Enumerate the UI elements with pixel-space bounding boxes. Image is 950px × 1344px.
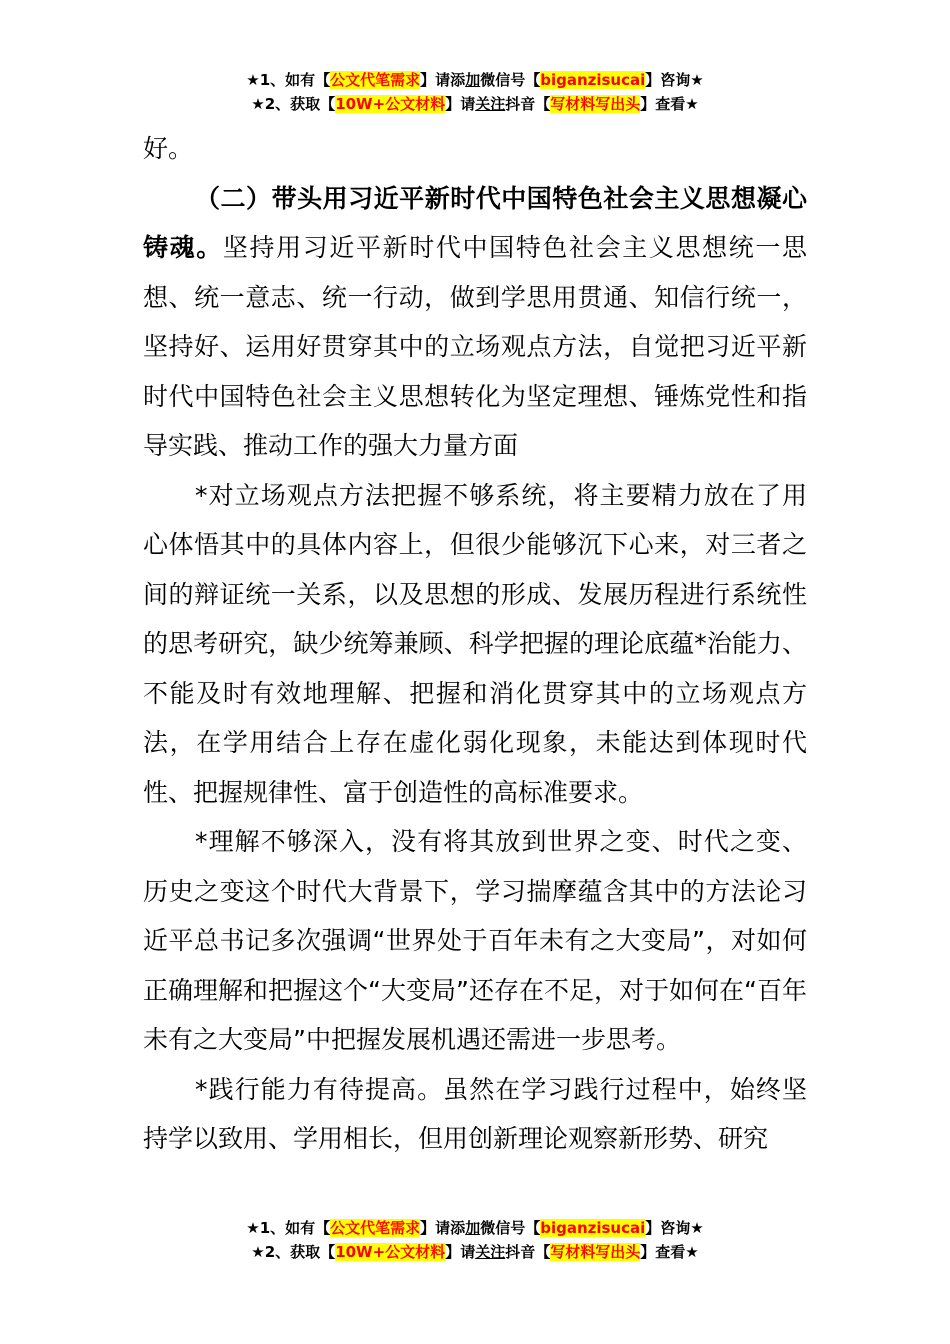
- highlight-text: 10W+公文材料: [335, 95, 446, 113]
- banner-line-2: [0, 1240, 950, 1264]
- banner-text: 】请添: [420, 71, 466, 89]
- banner-text: 抖音【: [505, 1243, 551, 1261]
- banner-text: 】咨询★: [645, 1219, 704, 1237]
- underlined-text: 加: [465, 1219, 481, 1237]
- footer-banner: [0, 1216, 950, 1264]
- douyin-account: 写材料写出头: [550, 1243, 641, 1261]
- document-body: [143, 124, 807, 1164]
- paragraph-continuation: 好。: [143, 134, 194, 163]
- paragraph-point-1: *对立场观点方法把握不够系统，将主要精力放在了用心体悟其中的具体内容上，但很少能够沉下心来，对三者之间的辩证统一关系，以及思想的形成、发展历程进行系统性的思考研究，缺少统筹兼顾、科学把握的理论底蕴*治能力、不能及时有效地理解、把握和消化贯穿其中的立场观点方法，在学用结合上存在虚化弱化现象，未能达到体现时代性、把握规律性、富于创造性的高标准要求。: [143, 480, 807, 807]
- banner-text: ★2、获取【: [251, 95, 336, 113]
- underlined-text: 加: [465, 71, 481, 89]
- banner-text: 】请添: [420, 1219, 466, 1237]
- banner-text: ★1、如有【: [246, 71, 331, 89]
- banner-text: 】请: [445, 1243, 476, 1261]
- highlight-text: 公文代笔需求: [330, 71, 421, 89]
- banner-text: 】查看★: [640, 1243, 699, 1261]
- banner-text: 】咨询★: [645, 71, 704, 89]
- banner-line-1: [0, 1216, 950, 1240]
- wechat-id: biganzisucai: [540, 71, 646, 89]
- banner-text: ★2、获取【: [251, 1243, 336, 1261]
- underlined-text: 关注: [475, 1243, 506, 1261]
- header-banner: [0, 68, 950, 116]
- paragraph-section-2: [143, 174, 807, 471]
- section-heading: （二）带头用习近平新时代中国特色社会主义思想凝心铸魂。: [143, 183, 807, 262]
- paragraph-point-2: *理解不够深入，没有将其放到世界之变、时代之变、历史之变这个时代大背景下，学习揣摩蕴含其中的方法论习近平总书记多次强调“世界处于百年未有之大变局”，对如何正确理解和把握这个“大变局”还存在不足，对于如何在“百年未有之大变局”中把握发展机遇还需进一步思考。: [143, 827, 807, 1054]
- highlight-text: 公文代笔需求: [330, 1219, 421, 1237]
- banner-text: ★1、如有【: [246, 1219, 331, 1237]
- banner-line-2: [0, 92, 950, 116]
- banner-line-1: [0, 68, 950, 92]
- banner-text: 抖音【: [505, 95, 551, 113]
- underlined-text: 关注: [475, 95, 506, 113]
- wechat-id: biganzisucai: [540, 1219, 646, 1237]
- banner-text: 】请: [445, 95, 476, 113]
- highlight-text: 10W+公文材料: [335, 1243, 446, 1261]
- section-text: 坚持用习近平新时代中国特色社会主义思想统一思想、统一意志、统一行动，做到学思用贯通、知信行统一，坚持好、运用好贯穿其中的立场观点方法，自觉把习近平新时代中国特色社会主义思想转化为坚定理想、锤炼党性和指导实践、推动工作的强大力量方面: [143, 233, 807, 460]
- banner-text: 微信号【: [480, 71, 541, 89]
- paragraph-point-3: *践行能力有待提高。虽然在学习践行过程中，始终坚持学以致用、学用相长，但用创新理论观察新形势、研究: [143, 1074, 807, 1153]
- douyin-account: 写材料写出头: [550, 95, 641, 113]
- banner-text: 微信号【: [480, 1219, 541, 1237]
- banner-text: 】查看★: [640, 95, 699, 113]
